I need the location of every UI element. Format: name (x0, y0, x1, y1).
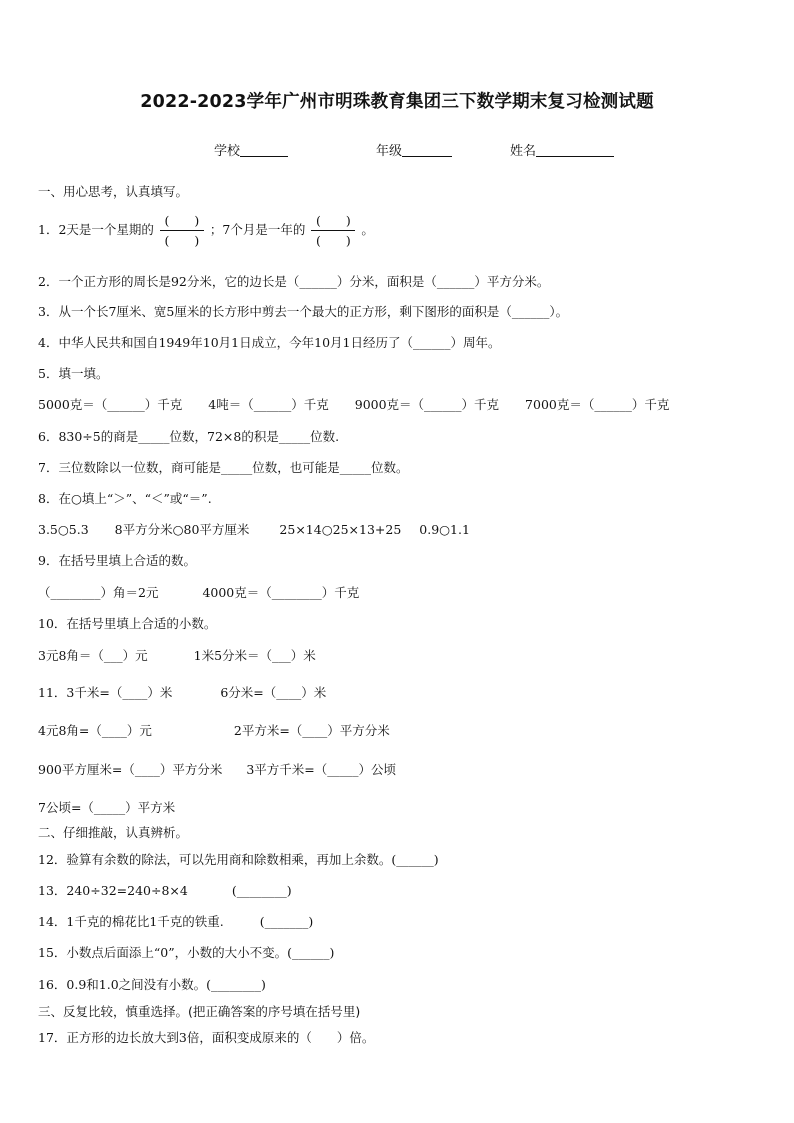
question-1: 1．2天是一个星期的 $\frac{( )}{( )}$ ；7个月是一年的 $\frac{( )}{( )}$ 。 (38, 213, 374, 248)
fraction-1: $\frac{( )}{( )}$ (160, 212, 204, 249)
question-8-items: 3.5○5.3 8平方分米○80平方厘米 25×14○25×13+25 0.9○1.1 (38, 522, 470, 537)
question-11-row-1: 11．3千米=（____）米 6分米=（____）米 (38, 685, 327, 700)
question-11-row-2: 4元8角=（____）元 2平方米=（____）平方分米 (38, 723, 390, 738)
school-blank (240, 142, 288, 157)
question-15: 15．小数点后面添上“0”，小数的大小不变。(______) (38, 945, 335, 960)
question-7: 7．三位数除以一位数，商可能是_____位数，也可能是_____位数。 (38, 460, 409, 475)
grade-field: 年级 (376, 140, 452, 159)
question-8: 8．在○填上“＞”、“＜”或“＝”. (38, 491, 212, 506)
question-10: 10．在括号里填上合适的小数。 (38, 616, 217, 631)
question-13: 13．240÷32=240÷8×4 (________) (38, 883, 292, 898)
question-17: 17．正方形的边长放大到3倍，面积变成原来的（ ）倍。 (38, 1030, 375, 1045)
question-4: 4．中华人民共和国自1949年10月1日成立，今年10月1日经历了（______）周年。 (38, 335, 501, 350)
question-6: 6．830÷5的商是_____位数，72×8的积是_____位数. (38, 429, 340, 444)
question-9-items: （________）角＝2元 4000克＝（________）千克 (38, 585, 360, 600)
section-1-heading: 一、用心思考，认真填写。 (38, 184, 189, 199)
question-9: 9．在括号里填上合适的数。 (38, 553, 196, 568)
question-12: 12．验算有余数的除法，可以先用商和除数相乘，再加上余数。(______) (38, 852, 439, 867)
page-title: 2022-2023学年广州市明珠教育集团三下数学期末复习检测试题 (140, 92, 654, 112)
question-16: 16．0.9和1.0之间没有小数。(________) (38, 977, 266, 992)
question-2: 2．一个正方形的周长是92分米，它的边长是（______）分米，面积是（______）平方分米。 (38, 274, 550, 289)
school-field: 学校 (214, 140, 288, 159)
section-3-heading: 三、反复比较，慎重选择。(把正确答案的序号填在括号里) (38, 1004, 361, 1019)
question-11-row-4: 7公顷=（_____）平方米 (38, 800, 176, 815)
question-3: 3．从一个长7厘米、宽5厘米的长方形中剪去一个最大的正方形，剩下图形的面积是（______）。 (38, 304, 569, 319)
question-10-items: 3元8角＝（___）元 1米5分米＝（___）米 (38, 648, 316, 663)
question-5-items: 5000克＝（______）千克 4吨＝（______）千克 9000克＝（______）千克 7000克＝（______）千克 (38, 397, 670, 412)
question-5: 5．填一填。 (38, 366, 109, 381)
name-blank (536, 142, 614, 157)
fraction-2: $\frac{( )}{( )}$ (311, 212, 355, 249)
question-14: 14．1千克的棉花比1千克的铁重. (_______) (38, 914, 314, 929)
grade-blank (402, 142, 452, 157)
name-field: 姓名 (510, 140, 614, 159)
section-2-heading: 二、仔细推敲，认真辨析。 (38, 825, 189, 840)
question-11-row-3: 900平方厘米=（____）平方分米 3平方千米=（_____）公顷 (38, 762, 397, 777)
